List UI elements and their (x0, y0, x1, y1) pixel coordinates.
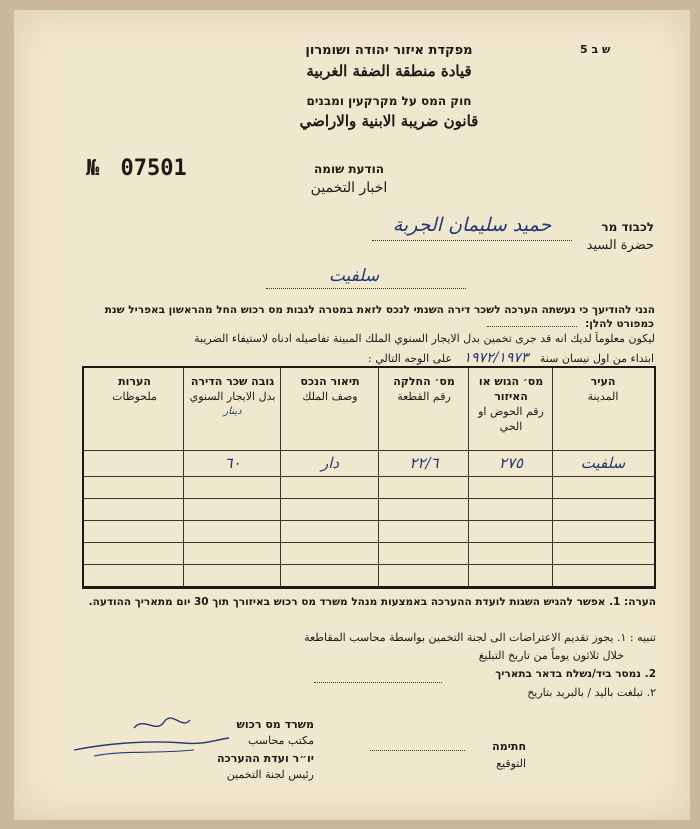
header-hebrew-authority: מפקדת איזור יהודה ושומרון (305, 43, 473, 58)
header-block: מס׳ הגוש או האיזור رقم الحوض او الحي (478, 375, 544, 433)
table-bottom-rule (82, 588, 656, 589)
year-handwritten: ١٩٧٢/١٩٧٣ (463, 350, 529, 366)
hebrew-note-text: 1. אפשר להגיש השגות לועדת ההערכה באמצעות מנהל משרד מס רכוש באיזורך תוך 30 יום מתאריך ההודעה. (88, 596, 621, 608)
recipient-address-handwritten: سلفيت (328, 266, 380, 286)
footer-office-hebrew: משרד מס רכוש (236, 718, 314, 731)
assessment-table (82, 366, 656, 588)
document-sheet (14, 10, 690, 820)
header-arabic-law: قانون ضريبة الابنية والاراضي (299, 112, 479, 130)
table-cell-city: سلفيت (580, 454, 626, 472)
signature-line (370, 750, 465, 751)
arabic-note-text: ١. يجوز تقديم الاعتراضات الى لجنة التخمين بواسطة محاسب المقاطعة (304, 631, 627, 644)
recipient-address-line (266, 288, 466, 289)
currency-note: دينار (223, 406, 242, 417)
form-title-arabic: اخبار التخمين (310, 180, 388, 196)
body-hebrew-year-end: כמפורט להלן: (585, 318, 654, 330)
table-cell-description: دار (320, 454, 340, 472)
serial-symbol: № (86, 156, 100, 181)
arabic-note-continuation: خلال ثلاثون يوماً من تاريخ التبليغ (478, 649, 624, 662)
table-cell-rent: ٦٠ (224, 454, 241, 472)
footer-office-arabic: مكتب محاسب (248, 734, 314, 747)
arabic-note-label: تنبيه : (629, 631, 656, 644)
arabic-note (164, 631, 656, 644)
recipient-name-line (372, 240, 572, 241)
recipient-name-handwritten: حميد سليمان الجربة (392, 214, 552, 236)
table-cell-block: ٢٧٥ (498, 454, 524, 472)
year-line (487, 326, 577, 327)
official-signature (64, 710, 234, 770)
table-cell-parcel: ٢٢/٦ (409, 454, 439, 472)
recipient-label-arabic: حضرة السيد (586, 238, 654, 253)
table-cell-remarks (86, 454, 183, 478)
arabic-delivery-note: ٢. تبلغت باليد / بالبريد بتاريخ (527, 686, 656, 699)
footer-chair-arabic: رئيس لجنة التخمين (226, 768, 314, 781)
recipient-label-hebrew: לכבוד מר (601, 220, 654, 234)
body-hebrew-year-label (404, 318, 654, 330)
footer-signature-arabic: التوقيع (496, 757, 526, 770)
header-hebrew-law: חוק המס על מקרקעין ומבנים (306, 94, 472, 108)
form-title-hebrew: הודעת שומה (314, 162, 384, 176)
header-property-description: תיאור הנכס وصف الملك (300, 375, 360, 403)
serial-number: 07501 (120, 156, 187, 181)
header-arabic-authority: قيادة منطقة الضفة الغربية (306, 62, 472, 80)
hebrew-delivery-note: 2. נמסר ביד/נשלח בדאר בתאריך (495, 668, 656, 680)
corner-code: ש ב 5 (580, 43, 611, 56)
body-arabic-paragraph: ليكون معلوماً لديك انه قد جرى تخمين بدل الايجار السنوي الملك المبينة تفاصيله ادناه لاستيفاء الضريبة (194, 332, 655, 345)
body-arabic-year-label: ابتداء من اول نيسان سنة (539, 352, 654, 365)
header-annual-rent: גובה שכר הדירה بدل الايجار السنوي دينار (185, 374, 280, 419)
header-remarks: הערות ملحوظات (112, 375, 157, 403)
hebrew-note (80, 595, 656, 610)
footer-chair-hebrew: יו״ר ועדת ההערכה (216, 752, 314, 765)
header-city: העיר المدينة (587, 375, 619, 403)
hebrew-note-label: הערה: (624, 596, 656, 608)
body-arabic-year-end: على الوجه التالي : (368, 352, 453, 365)
header-parcel: מס׳ החלקה رقم القطعة (393, 375, 455, 403)
body-hebrew-paragraph: הנני להודיעך כי נעשתה הערכה לשכר דירה השנתי לנכס לזאת במטרה לגבות מס רכוש החל מהראשון באפריל שנת (104, 304, 655, 316)
delivery-date-line (314, 682, 442, 683)
footer-signature-hebrew: חתימה (492, 740, 526, 753)
serial-number-block (86, 156, 187, 181)
body-arabic-year-row (304, 350, 654, 366)
